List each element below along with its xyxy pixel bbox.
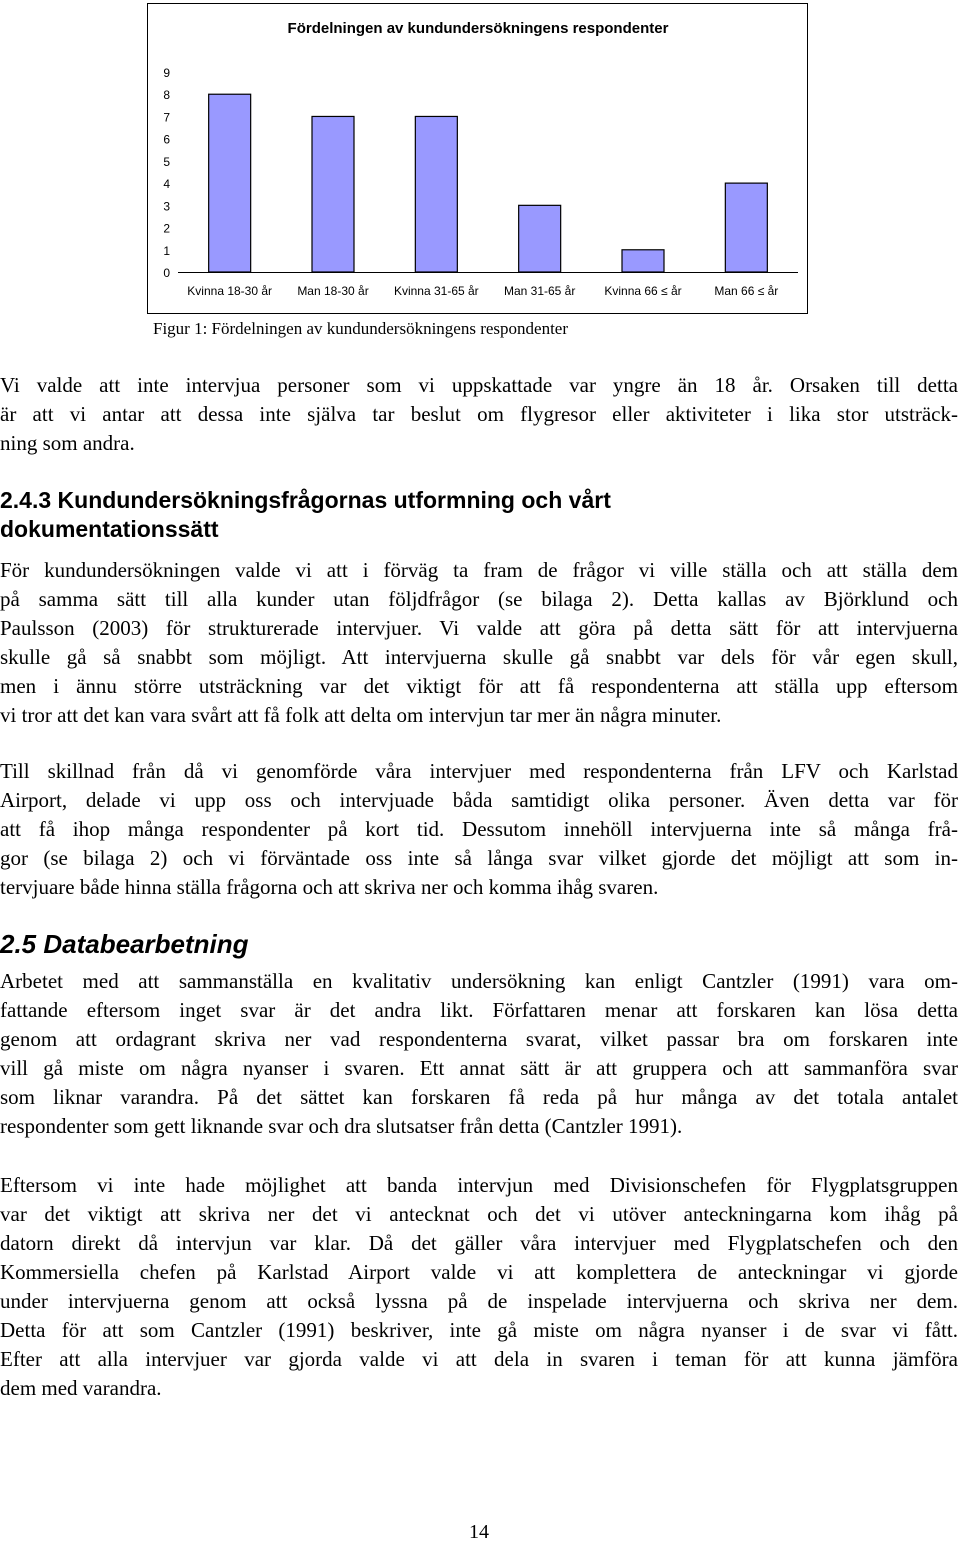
- text-line: Detta för att som Cantzler (1991) beskriver, inte gå miste om några nyanser i de svar vi fått.: [0, 1318, 958, 1342]
- y-tick-label: 9: [163, 66, 170, 80]
- heading-line: dokumentationssätt: [0, 516, 219, 542]
- bar: [312, 116, 354, 272]
- bar: [209, 94, 251, 272]
- text-line: dem med varandra.: [0, 1376, 162, 1400]
- bar: [725, 183, 767, 272]
- text-line: som liknar varandra. På det sättet kan forskaren få reda på hur många av det totala antalet: [0, 1085, 958, 1109]
- text-line: tervjuare både hinna ställa frågorna och att skriva ner och komma ihåg svaren.: [0, 875, 659, 899]
- paragraph-notes-method: [0, 1171, 958, 1403]
- text-line: var det viktigt att skriva ner det vi antecknat och det vi utöver anteckningarna kom ihåg på: [0, 1202, 958, 1226]
- text-line: respondenter som gett liknande svar och dra slutsatser från detta (Cantzler 1991).: [0, 1114, 683, 1138]
- text-line: på samma sätt till alla kunder utan följdfrågor (se bilaga 2). Detta kallas av Björklund och: [0, 587, 958, 611]
- text-line: Arbetet med att sammanställa en kvalitativ undersökning kan enligt Cantzler (1991) vara om-: [0, 969, 958, 993]
- text-line: vi tror att det kan vara svårt att få folk att delta om intervjun tar mer än några minuter.: [0, 703, 722, 727]
- y-tick-label: 8: [163, 88, 170, 103]
- chart-canvas: [148, 4, 809, 315]
- y-tick-label: 2: [163, 221, 170, 236]
- text-line: fattande eftersom inget svar är det andra likt. Författaren menar att forskaren kan lösa detta: [0, 998, 958, 1022]
- text-line: Vi valde att inte intervjua personer som vi uppskattade var yngre än 18 år. Orsaken till detta: [0, 373, 958, 397]
- x-tick-label: Kvinna 66 ≤ år: [604, 284, 682, 298]
- section-heading-2-4-3: [0, 486, 958, 544]
- text-line: gor (se bilaga 2) och vi förväntade oss inte så långa svar vilket gjorde det möjligt att som in-: [0, 846, 958, 870]
- section-heading-2-5: 2.5 Databearbetning: [0, 929, 249, 959]
- text-line: under intervjuerna genom att också lyssna på de inspelade intervjuerna och skriva ner dem.: [0, 1289, 958, 1313]
- text-line: Efter att alla intervjuer var gjorda valde vi att dela in svaren i teman för att kunna jämföra: [0, 1347, 958, 1371]
- x-tick-label: Man 31-65 år: [503, 284, 576, 298]
- text-line: Till skillnad från då vi genomförde våra intervjuer med respondenterna från LFV och Karlstad: [0, 759, 958, 783]
- bar: [519, 205, 561, 272]
- text-line: Airport, delade vi upp oss och intervjuade båda samtidigt olika personer. Även detta var för: [0, 788, 958, 812]
- paragraph-age-limit: [0, 371, 958, 458]
- bar-chart: [147, 3, 808, 314]
- figure-caption: Figur 1: Fördelningen av kundundersökningens respondenter: [153, 319, 569, 338]
- paragraph-question-design: [0, 556, 958, 730]
- text-line: skulle gå så snabbt som möjligt. Att intervjuerna skulle gå snabbt var dels för vår egen skull,: [0, 645, 958, 669]
- text-line: Eftersom vi inte hade möjlighet att banda intervjun med Divisionschefen för Flygplatsgruppen: [0, 1173, 958, 1197]
- text-line: Kommersiella chefen på Karlstad Airport valde vi att komplettera de anteckningar vi gjorde: [0, 1260, 958, 1284]
- x-tick-label: Man 18-30 år: [297, 284, 369, 298]
- y-tick-label: 3: [163, 199, 170, 214]
- y-tick-label: 1: [163, 243, 170, 258]
- text-line: men i ännu större utsträckning var det viktigt för att få respondenterna att ställa upp eftersom: [0, 674, 958, 698]
- text-line: För kundundersökningen valde vi att i förväg ta fram de frågor vi ville ställa och att ställa dem: [0, 558, 958, 582]
- paragraph-interview-method: [0, 757, 958, 902]
- x-tick-label: Kvinna 18-30 år: [187, 284, 273, 298]
- y-tick-label: 0: [163, 266, 170, 280]
- y-tick-label: 4: [163, 177, 170, 192]
- y-tick-label: 5: [163, 154, 170, 169]
- x-tick-label: Man 66 ≤ år: [714, 284, 779, 298]
- paragraph-data-processing: [0, 967, 958, 1141]
- y-tick-label: 7: [163, 110, 170, 125]
- chart-title: Fördelningen av kundundersökningens respondenter: [287, 20, 669, 37]
- text-line: genom att ordagrant skriva ner vad respondenterna svarat, vilket passar bra om forskaren inte: [0, 1027, 958, 1051]
- text-line: är att vi antar att dessa inte själva tar beslut om flygresor eller aktiviteter i lika stor utsträck-: [0, 402, 958, 426]
- text-line: Paulsson (2003) för strukturerade intervjuer. Vi valde att göra på detta sätt för att intervjuerna: [0, 616, 958, 640]
- text-line: ning som andra.: [0, 431, 135, 455]
- text-line: datorn direkt då intervjun var klar. Då det gäller våra intervjuer med Flygplatschefen och den: [0, 1231, 958, 1255]
- x-tick-label: Kvinna 31-65 år: [393, 284, 479, 298]
- text-line: att få ihop många respondenter på kort tid. Dessutom innehöll intervjuerna inte så många frå-: [0, 817, 958, 841]
- bar: [415, 116, 457, 272]
- bar: [622, 250, 664, 272]
- heading-line: 2.4.3 Kundundersökningsfrågornas utformning och vårt: [0, 487, 611, 513]
- text-line: vill gå miste om några nyanser i svaren. Ett annat sätt är att gruppera och att sammanföra svar: [0, 1056, 958, 1080]
- page-number: 14: [469, 1521, 489, 1543]
- y-tick-label: 6: [163, 132, 170, 147]
